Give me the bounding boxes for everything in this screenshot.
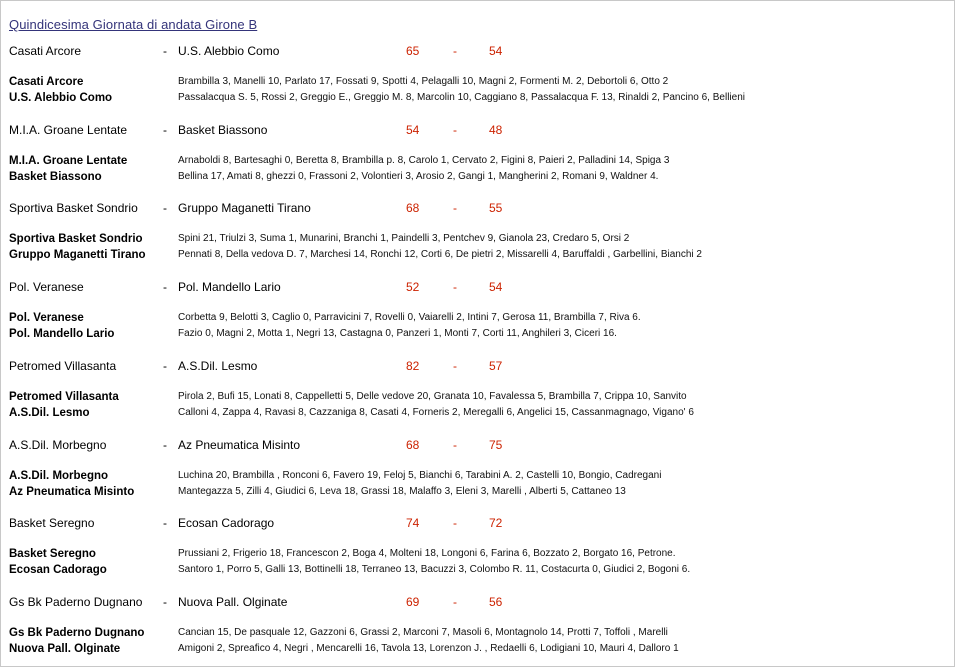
away-score: 48	[489, 122, 503, 137]
home-score: 65	[406, 44, 420, 58]
away-team-result: Gruppo Maganetti Tirano	[178, 201, 311, 216]
away-team-result: U.S. Alebbio Como	[178, 44, 280, 58]
away-team-result: Basket Biassono	[178, 122, 268, 137]
home-score: 54	[406, 122, 420, 137]
vs-dash: -	[163, 594, 167, 609]
away-players: Passalacqua S. 5, Rossi 2, Greggio E., Greggio M. 8, Marcolin 10, Caggiano 8, Passalacqua F. 13, Rinaldi 2, Pancino 6, Bellieni	[178, 92, 745, 103]
away-players: Santoro 1, Porro 5, Galli 13, Bottinelli 18, Terraneo 13, Bacuzzi 3, Colombo R. 11, Costacurta 0, Giudici 2, Bogoni 6.	[178, 564, 691, 576]
home-score: 74	[406, 516, 420, 531]
page-title[interactable]: Quindicesima Giornata di andata Girone B	[9, 17, 258, 32]
home-players: Brambilla 3, Manelli 10, Parlato 17, Fossati 9, Spotti 4, Pelagalli 10, Magni 2, Formenti M. 2, Debortoli 6, Otto 2	[178, 76, 669, 87]
match-block	[1, 122, 954, 200]
away-team-name: Ecosan Cadorago	[9, 564, 107, 577]
home-team-name: Petromed Villasanta	[9, 390, 119, 403]
match-block	[1, 594, 954, 672]
home-players: Spini 21, Triulzi 3, Suma 1, Munarini, Branchi 1, Paindelli 3, Pentchev 9, Gianola 23, Credaro 5, Orsi 2	[178, 233, 630, 245]
away-score: 72	[489, 516, 503, 531]
match-block	[1, 515, 954, 593]
match-block	[1, 200, 954, 278]
home-score: 82	[406, 358, 420, 373]
away-score: 75	[489, 437, 503, 452]
home-team-result: Sportiva Basket Sondrio	[9, 201, 138, 216]
away-team-result: A.S.Dil. Lesmo	[178, 358, 258, 373]
score-separator: -	[453, 44, 457, 58]
vs-dash: -	[163, 122, 167, 137]
match-block	[1, 43, 954, 121]
home-team-name: Pol. Veranese	[9, 312, 84, 325]
home-team-name: Sportiva Basket Sondrio	[9, 233, 143, 246]
home-team-result: Petromed Villasanta	[9, 358, 117, 373]
home-team-result: Basket Seregno	[9, 516, 95, 531]
away-team-name: Nuova Pall. Olginate	[9, 642, 121, 655]
away-players: Calloni 4, Zappa 4, Ravasi 8, Cazzaniga 8, Casati 4, Forneris 2, Meregalli 6, Angelici 15, Cassanmagnago, Vigano' 6	[178, 406, 694, 418]
home-players: Arnaboldi 8, Bartesaghi 0, Beretta 8, Brambilla p. 8, Carolo 1, Cervato 2, Figini 8, Paieri 2, Palladini 14, Spiga 3	[178, 154, 670, 166]
away-players: Fazio 0, Magni 2, Motta 1, Negri 13, Castagna 0, Panzeri 1, Monti 7, Corti 11, Anghileri 3, Ciceri 16.	[178, 328, 617, 340]
vs-dash: -	[163, 516, 167, 531]
home-players: Prussiani 2, Frigerio 18, Francescon 2, Boga 4, Molteni 18, Longoni 6, Farina 6, Bozzato 2, Borgato 16, Petrone.	[178, 548, 676, 560]
score-separator: -	[453, 437, 457, 452]
away-score: 55	[489, 201, 503, 216]
away-players: Pennati 8, Della vedova D. 7, Marchesi 14, Ronchi 12, Corti 6, De pietri 2, Missarelli 4, Baruffaldi , Garbellini, Bianchi 2	[178, 249, 702, 261]
score-separator: -	[453, 122, 457, 137]
home-team-name: Gs Bk Paderno Dugnano	[9, 626, 145, 639]
away-team-name: U.S. Alebbio Como	[9, 92, 113, 104]
match-block	[1, 437, 954, 515]
vs-dash: -	[163, 44, 167, 58]
vs-dash: -	[163, 201, 167, 216]
away-team-name: Az Pneumatica Misinto	[9, 485, 135, 498]
away-team-name: A.S.Dil. Lesmo	[9, 406, 90, 419]
away-team-name: Basket Biassono	[9, 170, 102, 183]
match-block	[1, 358, 954, 436]
away-score: 54	[489, 44, 503, 58]
away-score: 57	[489, 358, 503, 373]
away-team-result: Nuova Pall. Olginate	[178, 594, 288, 609]
away-score: 54	[489, 280, 503, 295]
home-players: Luchina 20, Brambilla , Ronconi 6, Favero 19, Feloj 5, Bianchi 6, Tarabini A. 2, Castelli 10, Bongio, Cadregani	[178, 469, 662, 481]
home-players: Corbetta 9, Belotti 3, Caglio 0, Parravicini 7, Rovelli 0, Vaiarelli 2, Intini 7, Gerosa 11, Brambilla 7, Riva 6.	[178, 312, 641, 324]
away-players: Amigoni 2, Spreafico 4, Negri , Mencarelli 16, Tavola 13, Lorenzon J. , Redaelli 6, Lodigiani 10, Mauri 4, Dalloro 1	[178, 642, 679, 654]
home-team-result: Casati Arcore	[9, 44, 82, 58]
match-block	[1, 279, 954, 357]
away-team-name: Gruppo Maganetti Tirano	[9, 249, 146, 262]
away-players: Bellina 17, Amati 8, ghezzi 0, Frassoni 2, Volontieri 3, Arosio 2, Gangi 1, Mangherini 2, Romani 9, Waldner 4.	[178, 170, 659, 182]
home-score: 52	[406, 280, 420, 295]
score-separator: -	[453, 516, 457, 531]
vs-dash: -	[163, 358, 167, 373]
away-score: 56	[489, 594, 503, 609]
vs-dash: -	[163, 437, 167, 452]
home-team-name: M.I.A. Groane Lentate	[9, 154, 128, 167]
home-players: Pirola 2, Bufi 15, Lonati 8, Cappelletti 5, Delle vedove 20, Granata 10, Favalessa 5, Brambilla 7, Crippa 10, Sanvito	[178, 390, 687, 402]
home-team-name: Basket Seregno	[9, 548, 96, 561]
vs-dash: -	[163, 280, 167, 295]
home-team-result: A.S.Dil. Morbegno	[9, 437, 107, 452]
home-players: Cancian 15, De pasquale 12, Gazzoni 6, Grassi 2, Marconi 7, Masoli 6, Montagnolo 14, Protti 7, Toffoli , Marelli	[178, 626, 668, 638]
home-team-result: Gs Bk Paderno Dugnano	[9, 594, 143, 609]
away-players: Mantegazza 5, Zilli 4, Giudici 6, Leva 18, Grassi 18, Malaffo 3, Eleni 3, Marelli , Alberti 5, Cattaneo 13	[178, 485, 626, 497]
score-separator: -	[453, 280, 457, 295]
away-team-result: Pol. Mandello Lario	[178, 280, 281, 295]
home-team-result: M.I.A. Groane Lentate	[9, 122, 128, 137]
away-team-result: Az Pneumatica Misinto	[178, 437, 301, 452]
score-separator: -	[453, 594, 457, 609]
away-team-result: Ecosan Cadorago	[178, 516, 275, 531]
home-score: 68	[406, 437, 420, 452]
score-separator: -	[453, 358, 457, 373]
home-team-result: Pol. Veranese	[9, 280, 84, 295]
score-separator: -	[453, 201, 457, 216]
home-team-name: A.S.Dil. Morbegno	[9, 469, 109, 482]
away-team-name: Pol. Mandello Lario	[9, 328, 115, 341]
home-score: 69	[406, 594, 420, 609]
home-team-name: Casati Arcore	[9, 76, 84, 88]
home-score: 68	[406, 201, 420, 216]
